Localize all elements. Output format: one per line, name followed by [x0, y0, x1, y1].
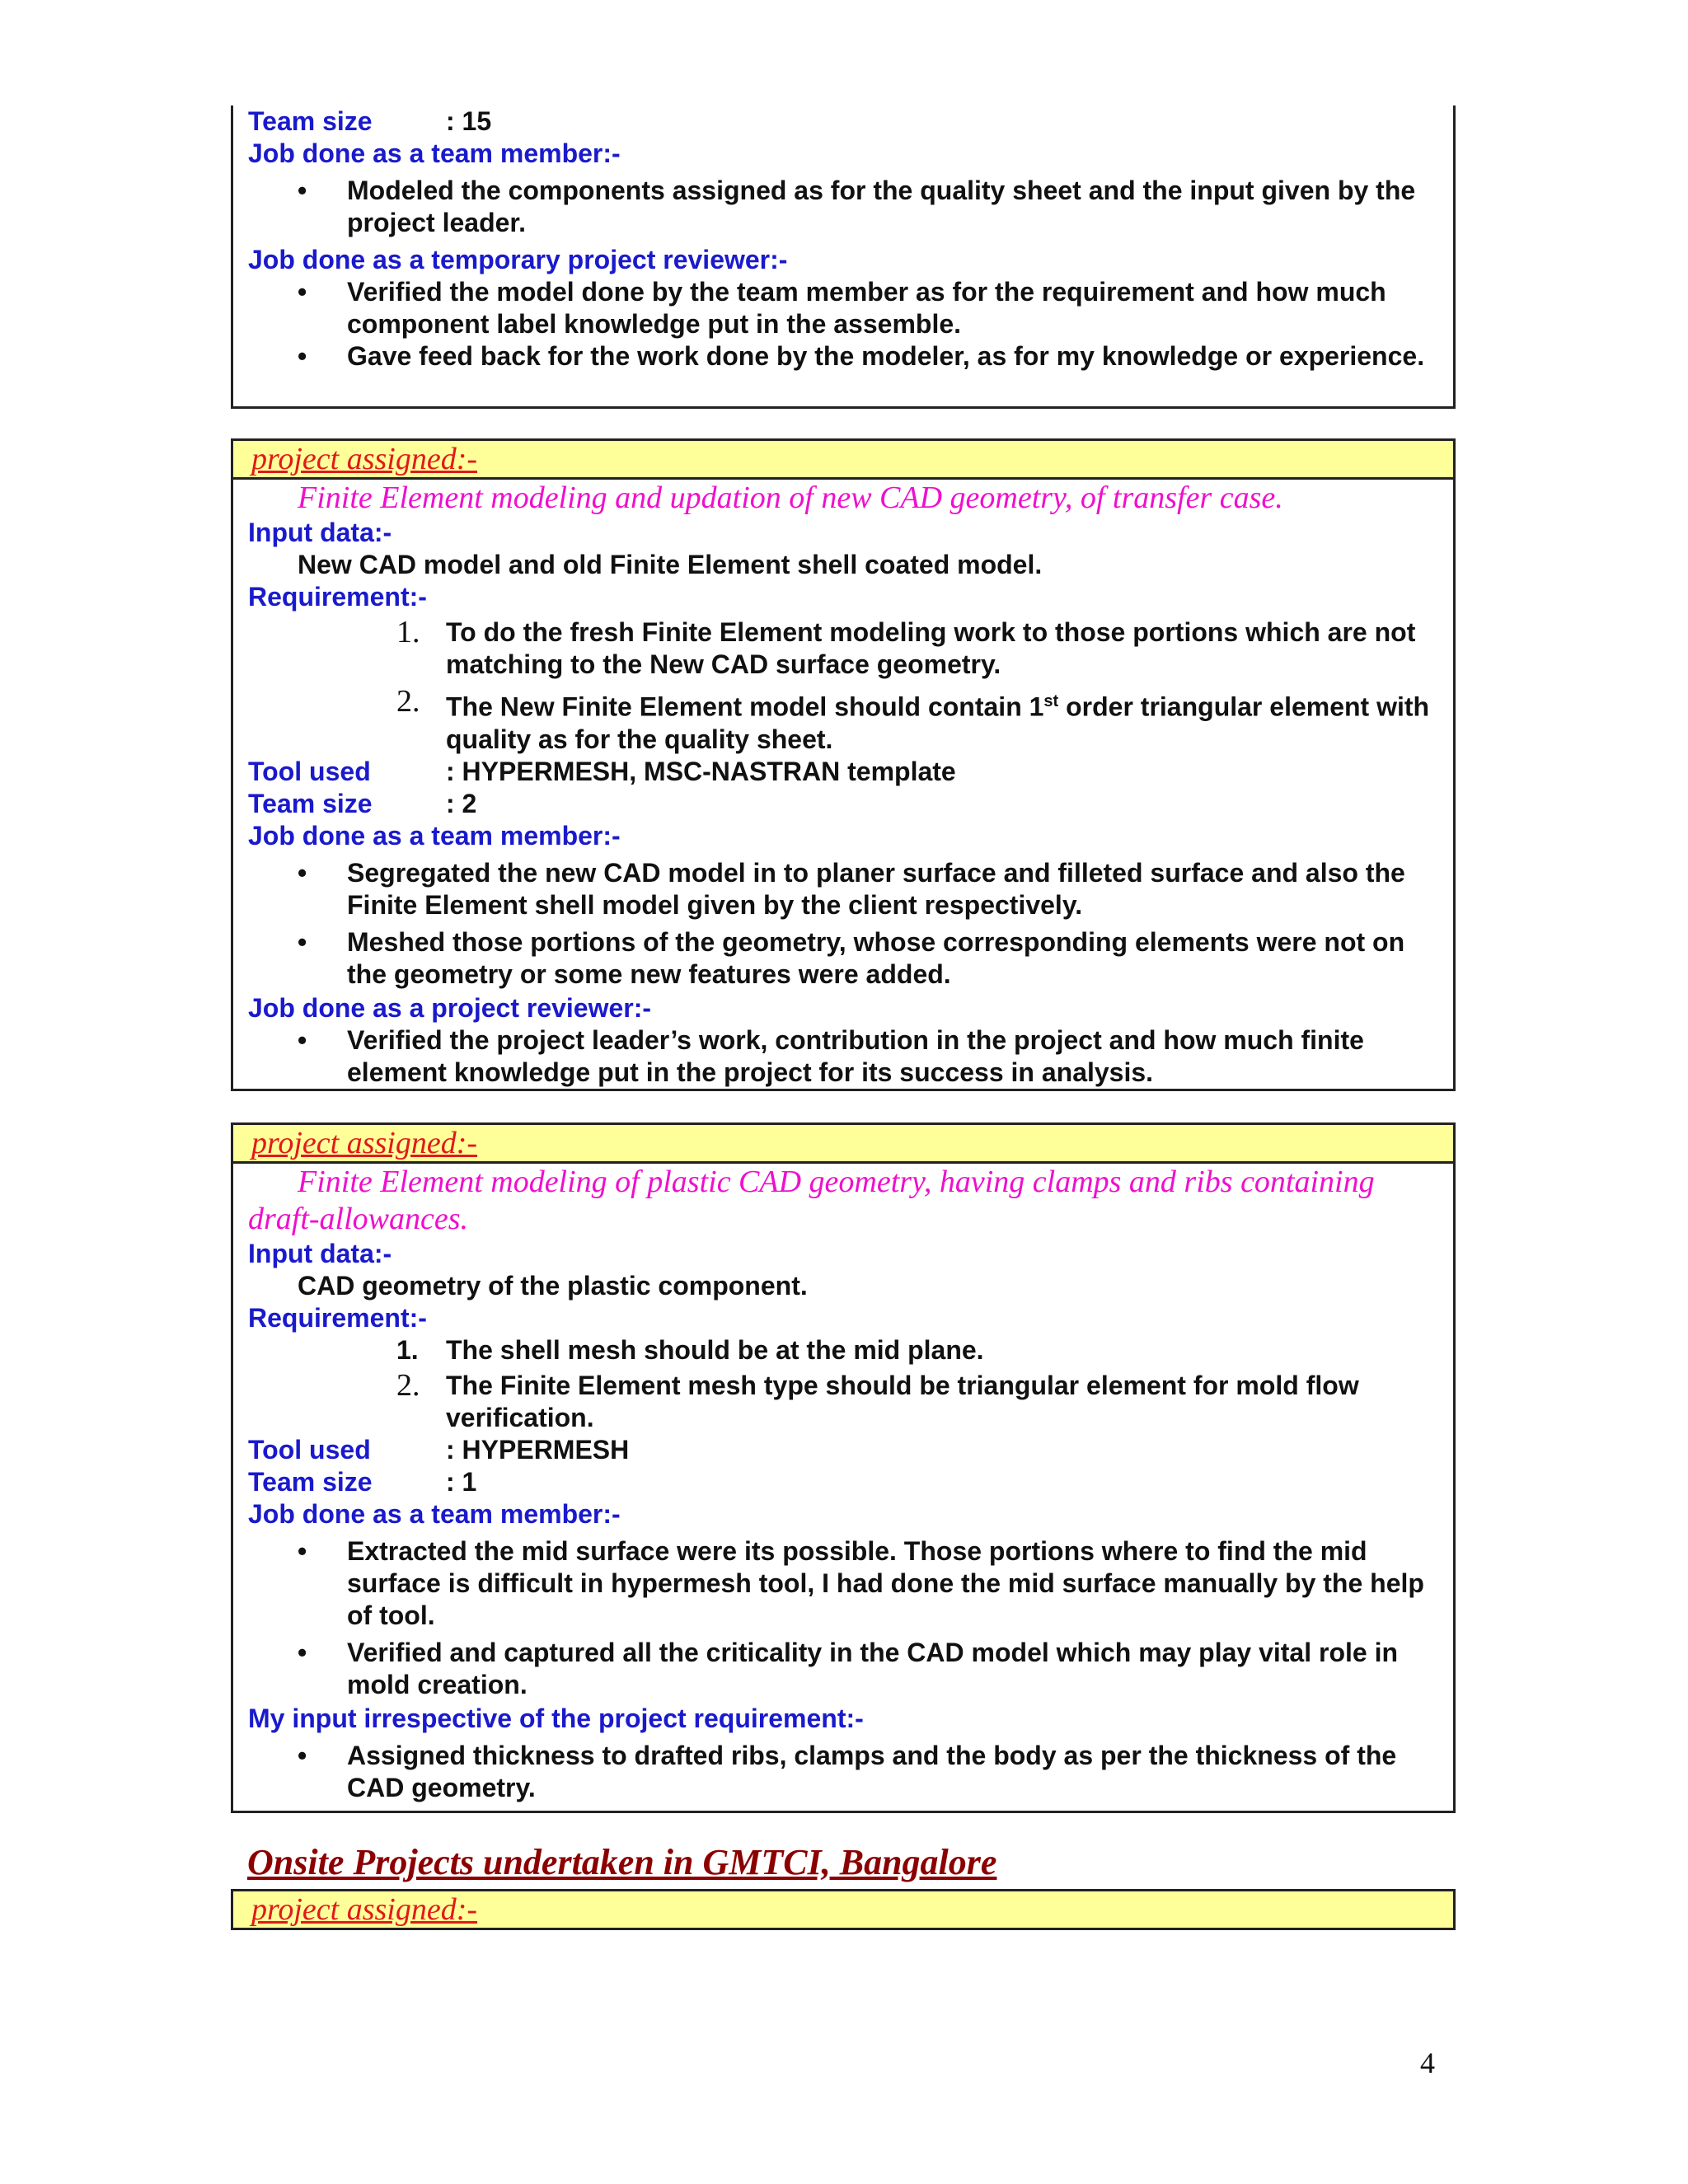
onsite-project-block — [231, 1889, 1456, 1930]
job-reviewer-label: Job done as a project reviewer:- — [248, 992, 652, 1023]
bullet-icon: • — [298, 1741, 307, 1770]
project-block-transfer-case — [231, 438, 1456, 1091]
requirement-item: 1. The shell mesh should be at the mid plane. — [396, 1335, 984, 1365]
team-size-value: : 1 — [446, 1467, 477, 1497]
list-item: • Gave feed back for the work done by the modeler, as for my knowledge or experience. — [298, 341, 1425, 371]
project-block-continued — [231, 105, 1456, 409]
requirement-label: Requirement:- — [248, 1303, 427, 1333]
team-size-value: : 15 — [446, 106, 492, 136]
page-number: 4 — [1420, 2046, 1435, 2079]
requirement-item: 1. To do the fresh Finite Element modeling work to those portions which are not matching to the New CAD surface geometry. — [396, 615, 1416, 679]
tool-used-value: : HYPERMESH, MSC-NASTRAN template — [446, 756, 956, 786]
input-data-text: CAD geometry of the plastic component. — [298, 1271, 808, 1301]
list-item: • Meshed those portions of the geometry, whose corresponding elements were not on the geometry or some new features were added. — [298, 926, 1405, 989]
item-number: 2. — [396, 1368, 420, 1403]
job-member-label: Job done as a team member:- — [248, 1499, 621, 1529]
bullet-icon: • — [298, 926, 307, 957]
project-title: Finite Element modeling of plastic CAD geometry, having clamps and ribs containing draft-allowances. — [248, 1165, 1375, 1236]
tool-used-value: : HYPERMESH — [446, 1435, 630, 1465]
project-title: Finite Element modeling and updation of new CAD geometry, of transfer case. — [298, 480, 1283, 515]
item-number: 2. — [396, 684, 420, 719]
bullet-icon: • — [298, 857, 307, 888]
bullet-icon: • — [298, 1536, 307, 1566]
list-item: • Segregated the new CAD model in to planer surface and filleted surface and also the Finite Element shell model given by the client respectively. — [298, 857, 1405, 920]
project-assigned-header: project assigned:- — [233, 1125, 1453, 1164]
job-reviewer-label: Job done as a temporary project reviewer:- — [248, 245, 788, 274]
bullet-icon: • — [298, 277, 307, 307]
list-item: • Extracted the mid surface were its possible. Those portions where to find the mid surface is difficult in hypermesh tool, I had done the mid surface manually by the help of tool. — [298, 1536, 1424, 1630]
item-number: 1. — [396, 615, 420, 649]
team-size-label: Team size — [248, 788, 373, 818]
list-item: • Assigned thickness to drafted ribs, clamps and the body as per the thickness of the CAD geometry. — [298, 1741, 1397, 1802]
bullet-icon: • — [298, 1024, 307, 1055]
list-item: • Modeled the components assigned as for the quality sheet and the input given by the project leader. — [298, 176, 1416, 237]
requirement-label: Requirement:- — [248, 582, 427, 612]
item-number: 1. — [396, 1335, 419, 1365]
requirement-item: 2. The New Finite Element model should contain 1st order triangular element with quality as for the quality sheet. — [396, 684, 1430, 754]
list-item: • Verified the project leader’s work, contribution in the project and how much finite element knowledge put in the project for its success in analysis. — [298, 1024, 1364, 1087]
input-data-text: New CAD model and old Finite Element shell coated model. — [298, 550, 1043, 579]
tool-used-label: Tool used — [248, 756, 371, 786]
input-data-label: Input data:- — [248, 518, 392, 547]
project-assigned-header: project assigned:- — [233, 1891, 1453, 1928]
input-data-label: Input data:- — [248, 1239, 392, 1268]
bullet-icon: • — [298, 341, 307, 371]
job-member-label: Job done as a team member:- — [248, 820, 621, 851]
tool-used-label: Tool used — [248, 1435, 371, 1465]
bullet-icon: • — [298, 176, 307, 205]
requirement-item: 2. The Finite Element mesh type should be triangular element for mold flow verification. — [396, 1368, 1359, 1432]
team-size-label: Team size — [248, 1467, 373, 1497]
my-input-label: My input irrespective of the project requirement:- — [248, 1704, 864, 1733]
bullet-icon: • — [298, 1638, 307, 1667]
team-size-value: : 2 — [446, 788, 477, 818]
list-item: • Verified and captured all the criticality in the CAD model which may play vital role in mold creation. — [298, 1638, 1398, 1699]
team-size-label: Team size — [248, 106, 373, 136]
list-item: • Verified the model done by the team member as for the requirement and how much component label knowledge put in the assemble. — [298, 277, 1386, 339]
onsite-section-title: Onsite Projects undertaken in GMTCI, Bangalore — [247, 1842, 997, 1882]
project-block-plastic-cad — [231, 1122, 1456, 1813]
project-assigned-header: project assigned:- — [233, 441, 1453, 480]
job-member-label: Job done as a team member:- — [248, 138, 621, 168]
